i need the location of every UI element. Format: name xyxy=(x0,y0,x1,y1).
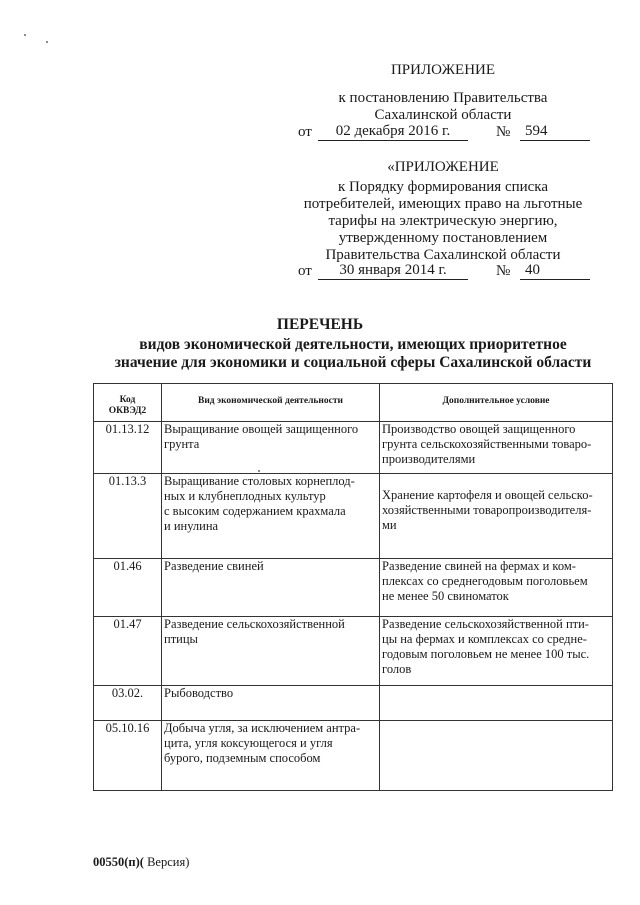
row-condition xyxy=(380,617,613,686)
scan-speck xyxy=(24,34,26,36)
condition-line: грунта сельскохозяйственными товаро- xyxy=(382,437,592,451)
footer-version: Версия) xyxy=(143,855,190,869)
row-condition xyxy=(380,474,613,559)
column-header-activity: Вид экономической деятельности xyxy=(162,384,380,422)
column-header-code-line-1: Код xyxy=(119,395,136,405)
activity-line: Рыбоводство xyxy=(164,686,234,700)
activity-line: и инулина xyxy=(164,519,219,533)
activity-line: Выращивание овощей защищенного xyxy=(164,422,359,436)
row-code: 01.13.12 xyxy=(94,422,162,474)
condition-line: плексах со среднегодовым поголовьем xyxy=(382,574,588,588)
row-condition xyxy=(380,686,613,721)
activities-table xyxy=(93,383,613,791)
condition-line: годовым поголовьем не менее 100 тыс. xyxy=(382,647,590,661)
appendix-title: ПРИЛОЖЕНИЕ xyxy=(390,62,496,78)
column-header-code xyxy=(94,384,162,422)
activity-line: Разведение сельскохозяйственной xyxy=(164,617,345,631)
activity-line: цита, угля коксующегося и угля xyxy=(164,736,333,750)
table-row xyxy=(94,474,613,559)
title-line-1: видов экономической деятельности, имеющих приоритетное xyxy=(139,336,567,353)
row-code: 01.46 xyxy=(94,559,162,617)
inner-number: 40 xyxy=(525,262,540,278)
column-header-condition: Дополнительное условие xyxy=(380,384,613,422)
row-activity xyxy=(162,617,380,686)
row-condition xyxy=(380,422,613,474)
column-header-code-line-2: ОКВЭД2 xyxy=(108,406,147,416)
row-code: 01.13.3 xyxy=(94,474,162,559)
row-code: 01.47 xyxy=(94,617,162,686)
activity-line: птицы xyxy=(164,632,198,646)
inner-date-underline xyxy=(318,279,468,280)
inner-header-line-1: к Порядку формирования списка xyxy=(337,179,549,195)
scan-speck xyxy=(46,41,48,43)
row-activity xyxy=(162,422,380,474)
row-activity xyxy=(162,721,380,791)
table-row xyxy=(94,559,613,617)
activity-line: бурого, подземным способом xyxy=(164,751,321,765)
footer-document-code xyxy=(93,855,189,870)
from-label: от xyxy=(298,124,312,140)
resolution-number: 594 xyxy=(525,123,548,139)
activity-line: грунта xyxy=(164,437,200,451)
footer-code: 00550(п)( xyxy=(93,855,144,869)
table-row xyxy=(94,721,613,791)
inner-number-label: № xyxy=(496,263,511,279)
condition-line: Разведение сельскохозяйственной пти- xyxy=(382,617,589,631)
resolution-line: к постановлению Правительства xyxy=(338,90,548,106)
inner-header-line-2: потребителей, имеющих право на льготные xyxy=(303,196,583,212)
condition-line: хозяйственными товаропроизводителя- xyxy=(382,503,592,517)
condition-line: ми xyxy=(382,518,397,532)
inner-from-label: от xyxy=(298,263,312,279)
inner-date: 30 января 2014 г. xyxy=(339,262,447,278)
scan-speck xyxy=(258,470,260,472)
row-condition xyxy=(380,721,613,791)
number-underline xyxy=(520,140,590,141)
activity-line: Добыча угля, за исключением антра- xyxy=(164,721,361,735)
page-title: ПЕРЕЧЕНЬ xyxy=(276,316,364,333)
row-code: 05.10.16 xyxy=(94,721,162,791)
activity-line: Выращивание столовых корнеплод- xyxy=(164,474,355,488)
inner-header-line-3: тарифы на электрическую энергию, xyxy=(328,213,558,229)
row-code: 03.02. xyxy=(94,686,162,721)
inner-number-underline xyxy=(520,279,590,280)
table-row xyxy=(94,422,613,474)
row-condition xyxy=(380,559,613,617)
activity-line: ных и клубнеплодных культур xyxy=(164,489,326,503)
resolution-date: 02 декабря 2016 г. xyxy=(335,123,451,139)
region-line: Сахалинской области xyxy=(374,107,512,123)
row-activity xyxy=(162,686,380,721)
condition-line: не менее 50 свиноматок xyxy=(382,589,509,603)
table-row xyxy=(94,686,613,721)
inner-header-line-5: Правительства Сахалинской области xyxy=(325,247,561,263)
inner-header-line-4: утвержденному постановлением xyxy=(338,230,548,246)
number-label: № xyxy=(496,124,511,140)
row-activity xyxy=(162,559,380,617)
table-header-row xyxy=(94,384,613,422)
condition-line: Разведение свиней на фермах и ком- xyxy=(382,559,576,573)
condition-line: Производство овощей защищенного xyxy=(382,422,576,436)
inner-appendix-title: «ПРИЛОЖЕНИЕ xyxy=(387,159,499,175)
table-row xyxy=(94,617,613,686)
date-underline xyxy=(318,140,468,141)
condition-line: голов xyxy=(382,662,412,676)
row-activity xyxy=(162,474,380,559)
activity-line: Разведение свиней xyxy=(164,559,264,573)
condition-line: цы на фермах и комплексах со средне- xyxy=(382,632,587,646)
condition-line: производителями xyxy=(382,452,476,466)
title-line-2: значение для экономики и социальной сферы Сахалинской области xyxy=(114,354,592,371)
activity-line: с высоким содержанием крахмала xyxy=(164,504,346,518)
condition-line: Хранение картофеля и овощей сельско- xyxy=(382,488,593,502)
